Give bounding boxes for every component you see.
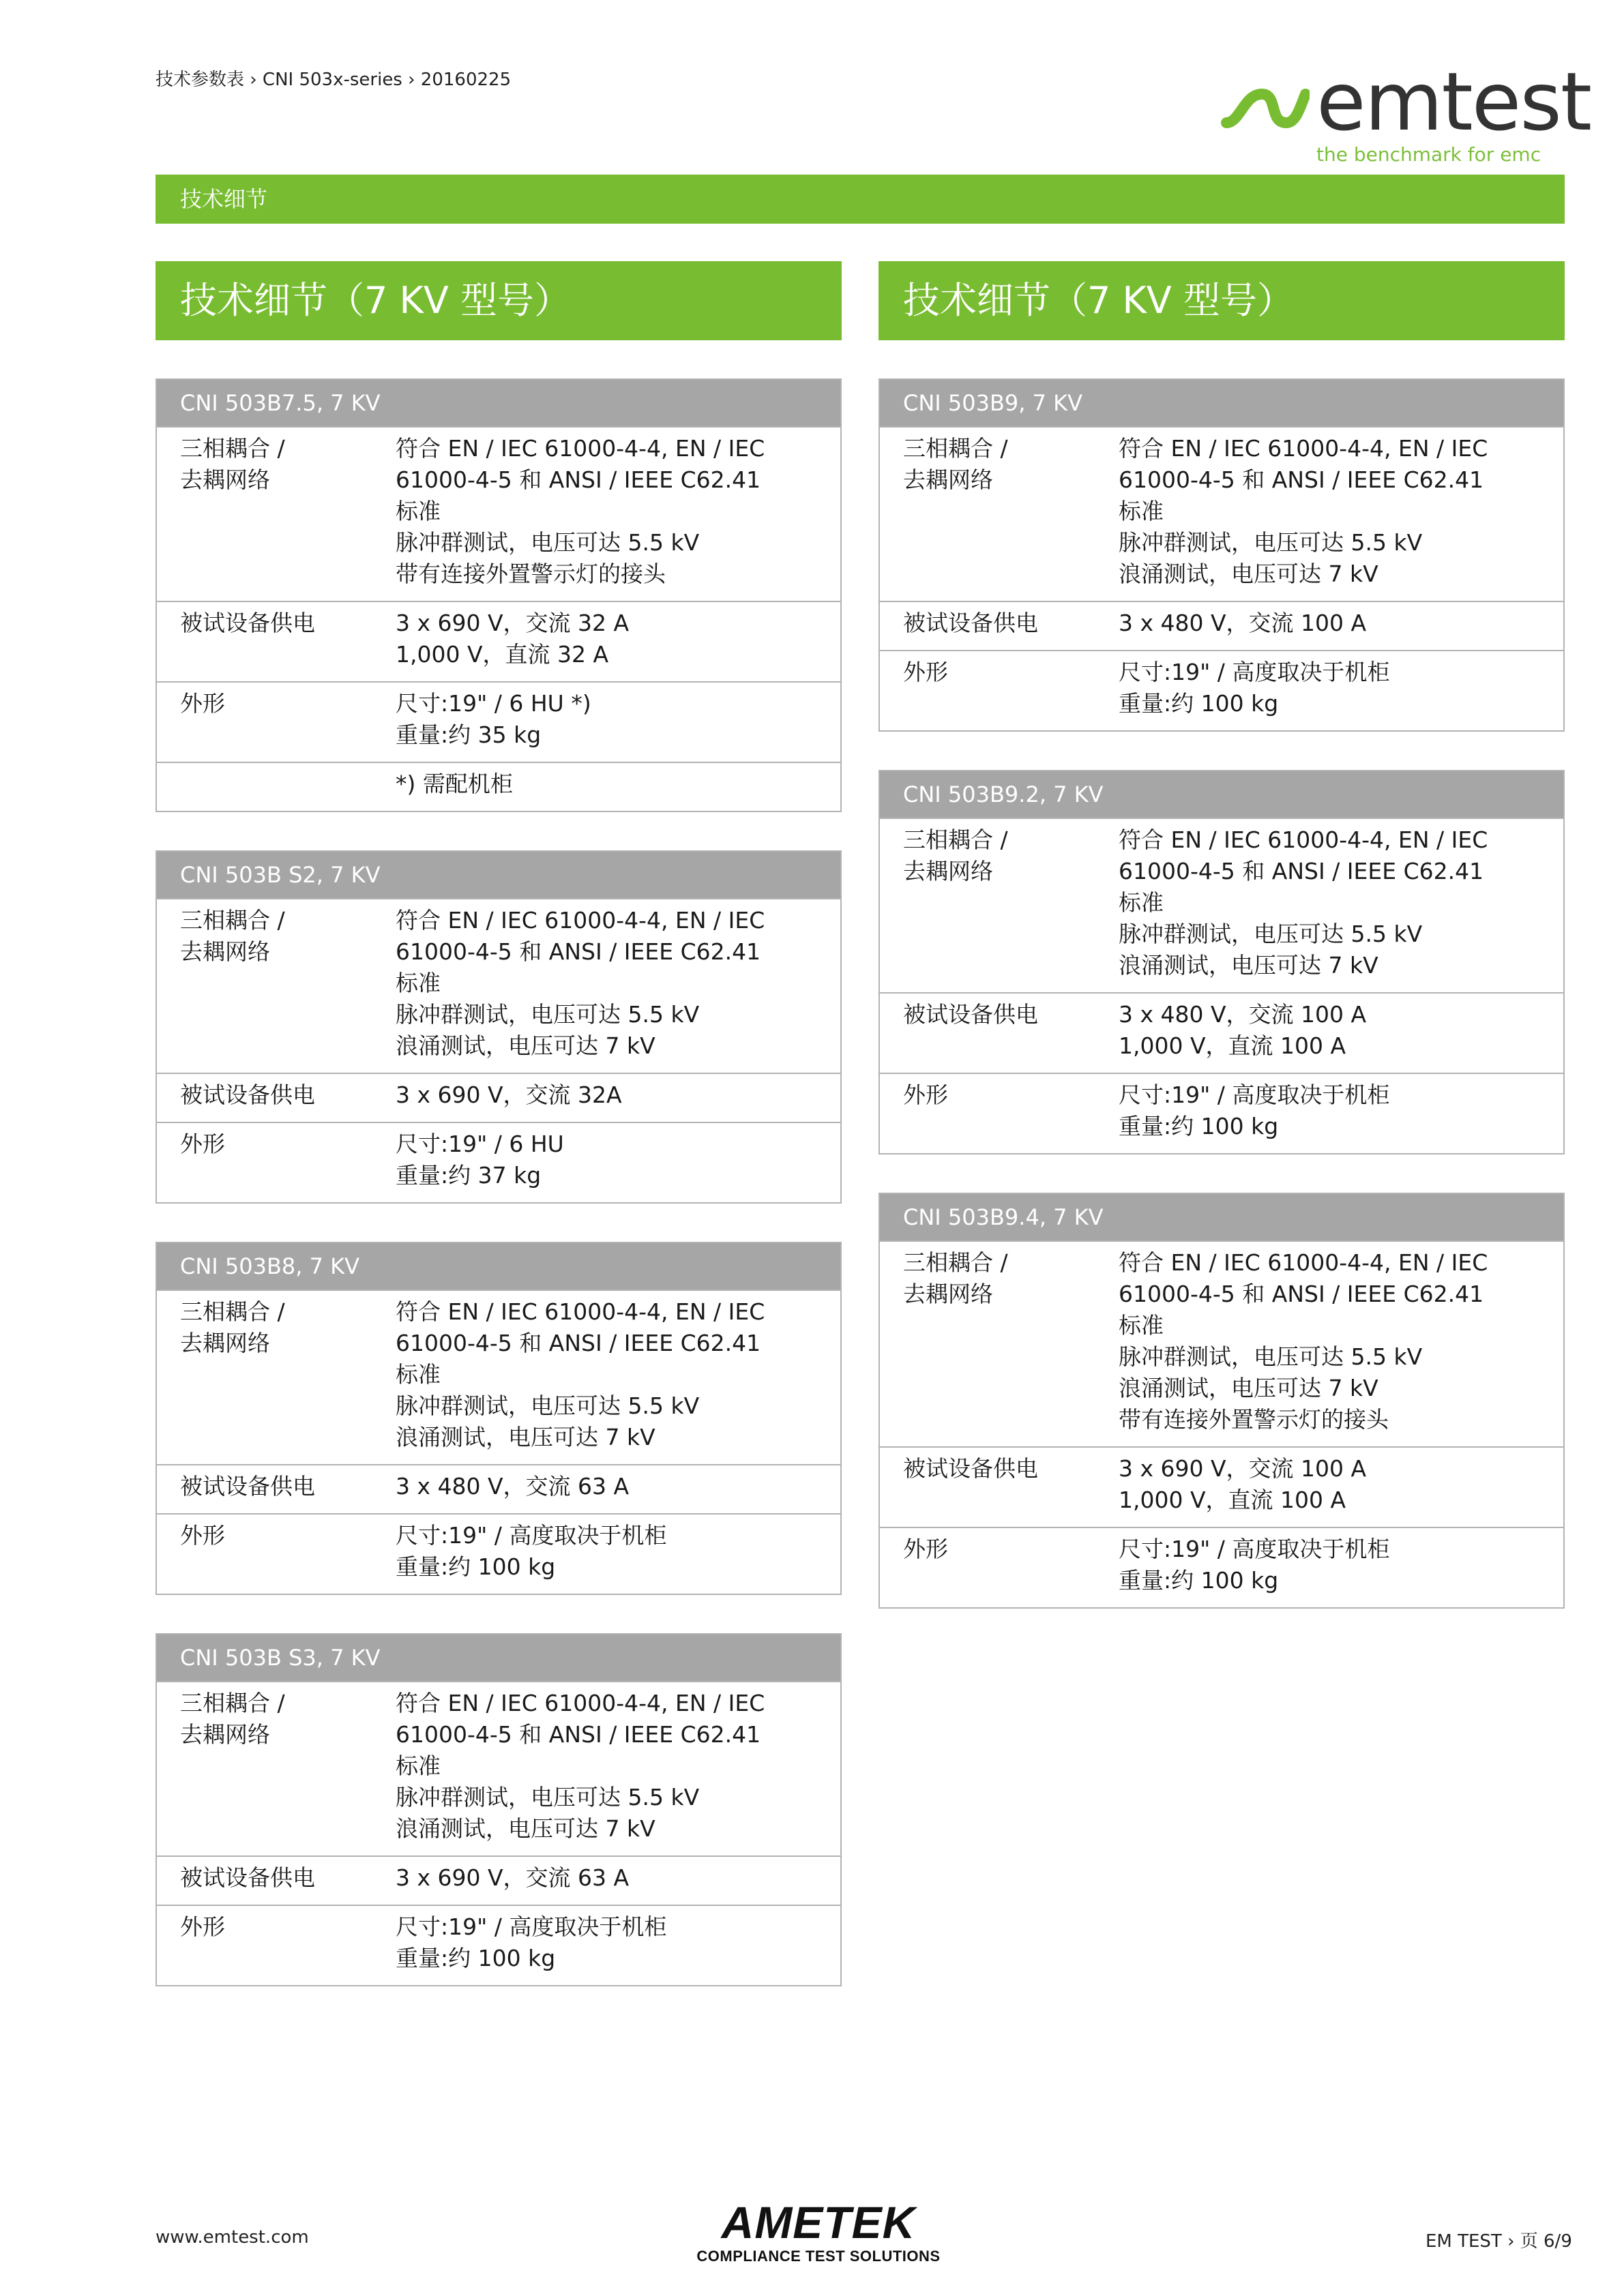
spec-row [880, 426, 1563, 601]
spec-row [880, 1073, 1563, 1153]
spec-block [879, 1193, 1565, 1609]
spec-row [880, 1527, 1563, 1607]
spec-block-title: CNI 503B S3, 7 KV [157, 1635, 840, 1681]
spec-block-title: CNI 503B7.5, 7 KV [157, 380, 840, 426]
spec-row [880, 650, 1563, 730]
spec-label: 被试设备供电 [903, 1455, 1038, 1482]
breadcrumb: 技术参数表 › CNI 503x-series › 20160225 [156, 70, 512, 90]
spec-block [879, 770, 1565, 1154]
spec-label: 被试设备供电 [903, 1001, 1038, 1028]
spec-label: 三相耦合 / 去耦网络 [903, 1249, 1008, 1307]
spec-block-title: CNI 503B S2, 7 KV [157, 852, 840, 898]
spec-row [880, 1240, 1563, 1446]
spec-label: 外形 [903, 659, 948, 685]
spec-label: 三相耦合 / 去耦网络 [903, 826, 1008, 884]
spec-block [156, 850, 842, 1204]
spec-value: 尺寸:19" / 高度取决于机柜 重量:约 100 kg [396, 1522, 667, 1580]
spec-value: 符合 EN / IEC 61000-4-4, EN / IEC 61000-4-5 和 ANSI / IEEE C62.41 标准 脉冲群测试，电压可达 5.5 kV 浪涌测试，电压可达 7 kV 带有连接外置警示灯的接头 [1119, 1249, 1488, 1433]
spec-value: 3 x 690 V，交流 32A [396, 1082, 622, 1108]
spec-block [156, 1242, 842, 1595]
spec-value: 符合 EN / IEC 61000-4-4, EN / IEC 61000-4-5 和 ANSI / IEEE C62.41 标准 脉冲群测试，电压可达 5.5 kV 浪涌测试，电压可达 7 kV [1119, 435, 1488, 587]
spec-label: 外形 [903, 1082, 948, 1108]
emtest-logo [1221, 55, 1591, 170]
spec-value: 3 x 480 V，交流 63 A [396, 1473, 630, 1500]
spec-row [880, 992, 1563, 1073]
spec-value: 3 x 690 V，交流 32 A 1,000 V，直流 32 A [396, 610, 630, 668]
logo-wordmark: emtest [1316, 55, 1591, 149]
wave-logo-icon [1221, 80, 1310, 135]
ametek-logo [682, 2197, 955, 2265]
spec-block-title: CNI 503B9.4, 7 KV [880, 1194, 1563, 1240]
page-number: EM TEST › 页 6/9 [1426, 2231, 1572, 2252]
spec-value: 尺寸:19" / 6 HU *) 重量:约 35 kg [396, 690, 591, 748]
spec-value: 符合 EN / IEC 61000-4-4, EN / IEC 61000-4-5 和 ANSI / IEEE C62.41 标准 脉冲群测试，电压可达 5.5 kV 浪涌测试，电压可达 7 kV [1119, 826, 1488, 979]
website-link[interactable]: www.emtest.com [156, 2227, 309, 2248]
spec-value: 符合 EN / IEC 61000-4-4, EN / IEC 61000-4-5 和 ANSI / IEEE C62.41 标准 脉冲群测试，电压可达 5.5 kV 带有连接外置警示灯的接头 [396, 435, 765, 587]
spec-value: 3 x 690 V，交流 100 A 1,000 V，直流 100 A [1119, 1455, 1367, 1513]
spec-value: 尺寸:19" / 6 HU 重量:约 37 kg [396, 1131, 564, 1189]
spec-label: 三相耦合 / 去耦网络 [903, 435, 1008, 493]
spec-label: 三相耦合 / 去耦网络 [180, 1690, 285, 1748]
spec-row [157, 426, 840, 601]
spec-block-title: CNI 503B8, 7 KV [157, 1243, 840, 1289]
right-column [879, 261, 1565, 1609]
spec-row [880, 1446, 1563, 1527]
ametek-subtitle: COMPLIANCE TEST SOLUTIONS [696, 2248, 941, 2265]
left-column [156, 261, 842, 1986]
spec-value: 符合 EN / IEC 61000-4-4, EN / IEC 61000-4-5 和 ANSI / IEEE C62.41 标准 脉冲群测试，电压可达 5.5 kV 浪涌测试，电压可达 7 kV [396, 1298, 765, 1450]
logo-tagline: the benchmark for emc [1316, 143, 1541, 166]
spec-value: 尺寸:19" / 高度取决于机柜 重量:约 100 kg [1119, 659, 1390, 717]
spec-row [157, 762, 840, 811]
spec-value: 符合 EN / IEC 61000-4-4, EN / IEC 61000-4-5 和 ANSI / IEEE C62.41 标准 脉冲群测试，电压可达 5.5 kV 浪涌测试，电压可达 7 kV [396, 907, 765, 1059]
spec-value: 3 x 480 V，交流 100 A [1119, 610, 1367, 636]
spec-row [157, 898, 840, 1073]
spec-row [157, 1464, 840, 1513]
spec-block-title: CNI 503B9, 7 KV [880, 380, 1563, 426]
spec-row [157, 1513, 840, 1594]
spec-label: 外形 [180, 1522, 225, 1549]
spec-block [156, 378, 842, 812]
spec-row [157, 1855, 840, 1905]
spec-value: 3 x 690 V，交流 63 A [396, 1864, 630, 1891]
spec-row [157, 1289, 840, 1464]
spec-label: 三相耦合 / 去耦网络 [180, 435, 285, 493]
spec-row [157, 1073, 840, 1122]
spec-value: 符合 EN / IEC 61000-4-4, EN / IEC 61000-4-5 和 ANSI / IEEE C62.41 标准 脉冲群测试，电压可达 5.5 kV 浪涌测试，电压可达 7 kV [396, 1690, 765, 1842]
spec-value: 尺寸:19" / 高度取决于机柜 重量:约 100 kg [396, 1913, 667, 1971]
spec-label: 三相耦合 / 去耦网络 [180, 907, 285, 965]
spec-footnote: *) 需配机柜 [396, 771, 513, 797]
spec-row [880, 601, 1563, 650]
left-column-title: 技术细节（7 KV 型号） [156, 261, 842, 340]
spec-row [157, 1905, 840, 1985]
spec-value: 尺寸:19" / 高度取决于机柜 重量:约 100 kg [1119, 1536, 1390, 1594]
spec-label: 外形 [180, 1131, 225, 1157]
spec-label: 被试设备供电 [180, 1082, 315, 1108]
spec-row [157, 601, 840, 681]
spec-label: 被试设备供电 [180, 1864, 315, 1891]
spec-row [157, 1122, 840, 1202]
spec-label: 外形 [180, 1913, 225, 1940]
spec-label: 外形 [180, 690, 225, 717]
spec-label [157, 769, 396, 800]
spec-value: 尺寸:19" / 高度取决于机柜 重量:约 100 kg [1119, 1082, 1390, 1139]
spec-label: 三相耦合 / 去耦网络 [180, 1298, 285, 1356]
spec-row [157, 1681, 840, 1855]
spec-label: 被试设备供电 [180, 610, 315, 636]
spec-value: 3 x 480 V，交流 100 A 1,000 V，直流 100 A [1119, 1001, 1367, 1059]
spec-label: 被试设备供电 [180, 1473, 315, 1500]
spec-block-title: CNI 503B9.2, 7 KV [880, 771, 1563, 818]
right-column-title: 技术细节（7 KV 型号） [879, 261, 1565, 340]
spec-block [879, 378, 1565, 732]
spec-block [156, 1633, 842, 1986]
section-band: 技术细节 [156, 175, 1565, 224]
ametek-wordmark: AMETEK [721, 2197, 916, 2248]
spec-label: 外形 [903, 1536, 948, 1562]
spec-label: 被试设备供电 [903, 610, 1038, 636]
spec-row [157, 681, 840, 762]
spec-row [880, 818, 1563, 992]
